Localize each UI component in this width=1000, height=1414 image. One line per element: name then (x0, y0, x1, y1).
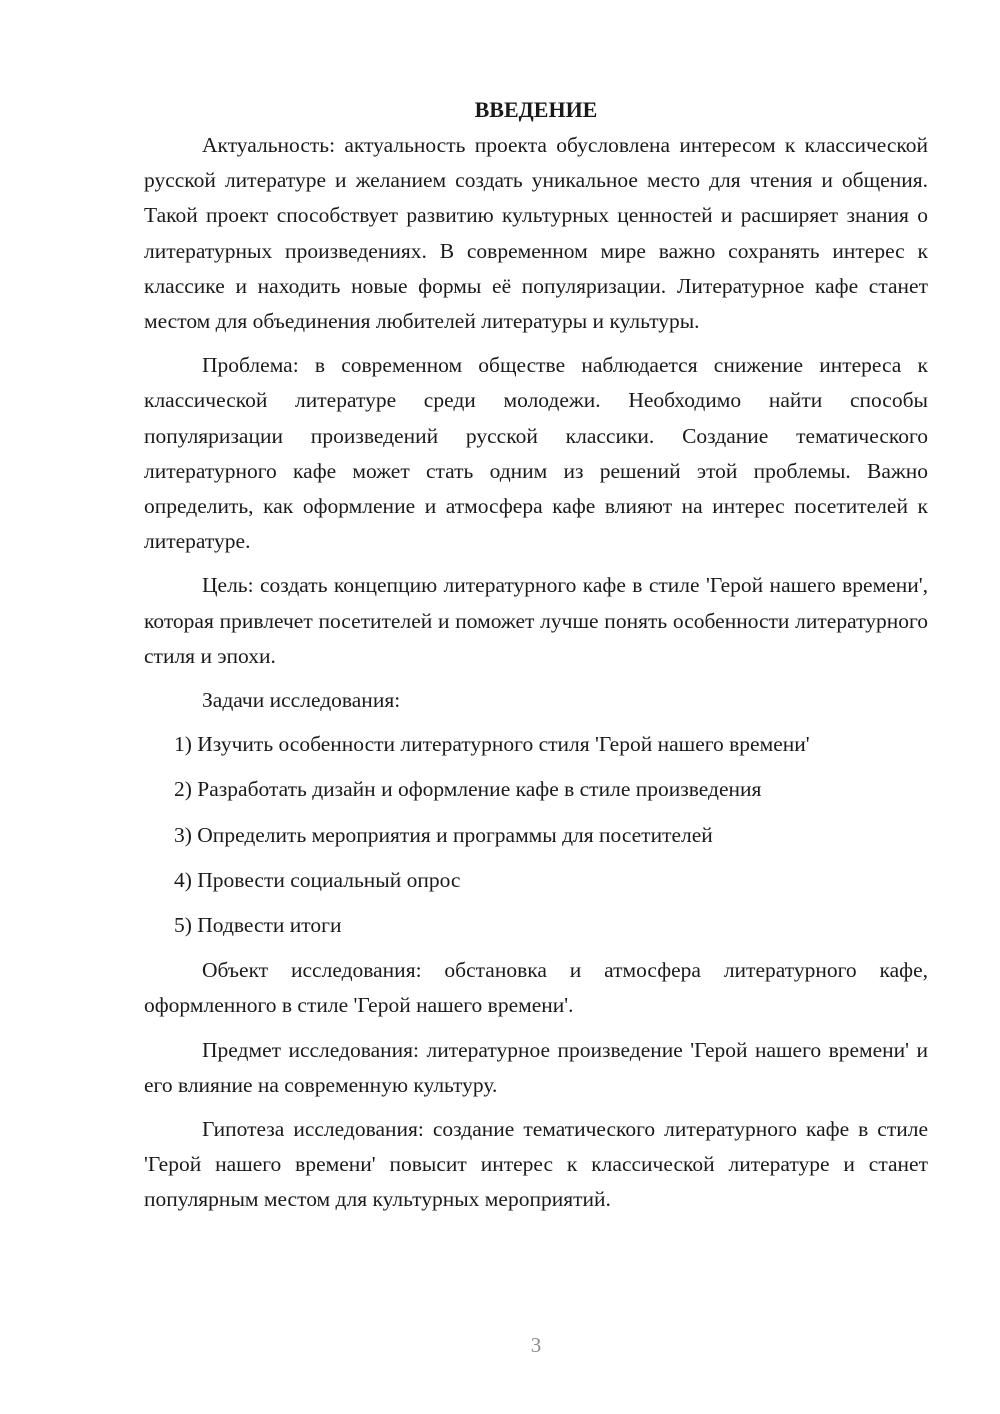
document-page (144, 92, 928, 1227)
list-item: 1) Изучить особенности литературного стиля 'Герой нашего времени' (174, 732, 810, 757)
hypothesis-paragraph: Гипотеза исследования: создание тематического литературного кафе в стиле 'Герой нашего времени' повысит интерес к классической литературе и станет популярным местом для культурных мероприятий. (144, 1117, 928, 1212)
goal-paragraph: Цель: создать концепцию литературного кафе в стиле 'Герой нашего времени', которая привлечет посетителей и поможет лучше понять особенности литературного стиля и эпохи. (144, 573, 928, 668)
subject-paragraph: Предмет исследования: литературное произведение 'Герой нашего времени' и его влияние на современную культуру. (144, 1037, 928, 1097)
list-item: 4) Провести социальный опрос (174, 867, 461, 892)
list-item: 2) Разработать дизайн и оформление кафе в стиле произведения (174, 777, 762, 802)
list-item: 3) Определить мероприятия и программы для посетителей (174, 822, 713, 847)
section-heading: ВВЕДЕНИЕ (474, 97, 598, 122)
tasks-list (144, 727, 928, 943)
problem-paragraph: Проблема: в современном обществе наблюдается снижение интереса к классической литературе среди молодежи. Необходимо найти способы популяризации произведений русской классики. Создание тематического литературного кафе может стать одним из решений этой проблемы. Важно определить, как оформление и атмосфера кафе влияют на интерес посетителей к литературе. (144, 353, 928, 554)
tasks-title: Задачи исследования: (202, 688, 401, 713)
object-paragraph: Объект исследования: обстановка и атмосфера литературного кафе, оформленного в стиле 'Герой нашего времени'. (144, 958, 928, 1018)
relevance-paragraph: Актуальность: актуальность проекта обусловлена интересом к классической русской литературе и желанием создать уникальное место для чтения и общения. Такой проект способствует развитию культурных ценностей и расширяет знания о литературных произведениях. В современном мире важно сохранять интерес к классике и находить новые формы её популяризации. Литературное кафе станет местом для объединения любителей литературы и культуры. (144, 133, 928, 334)
page-number: 3 (530, 1333, 542, 1357)
list-item: 5) Подвести итоги (174, 913, 342, 938)
